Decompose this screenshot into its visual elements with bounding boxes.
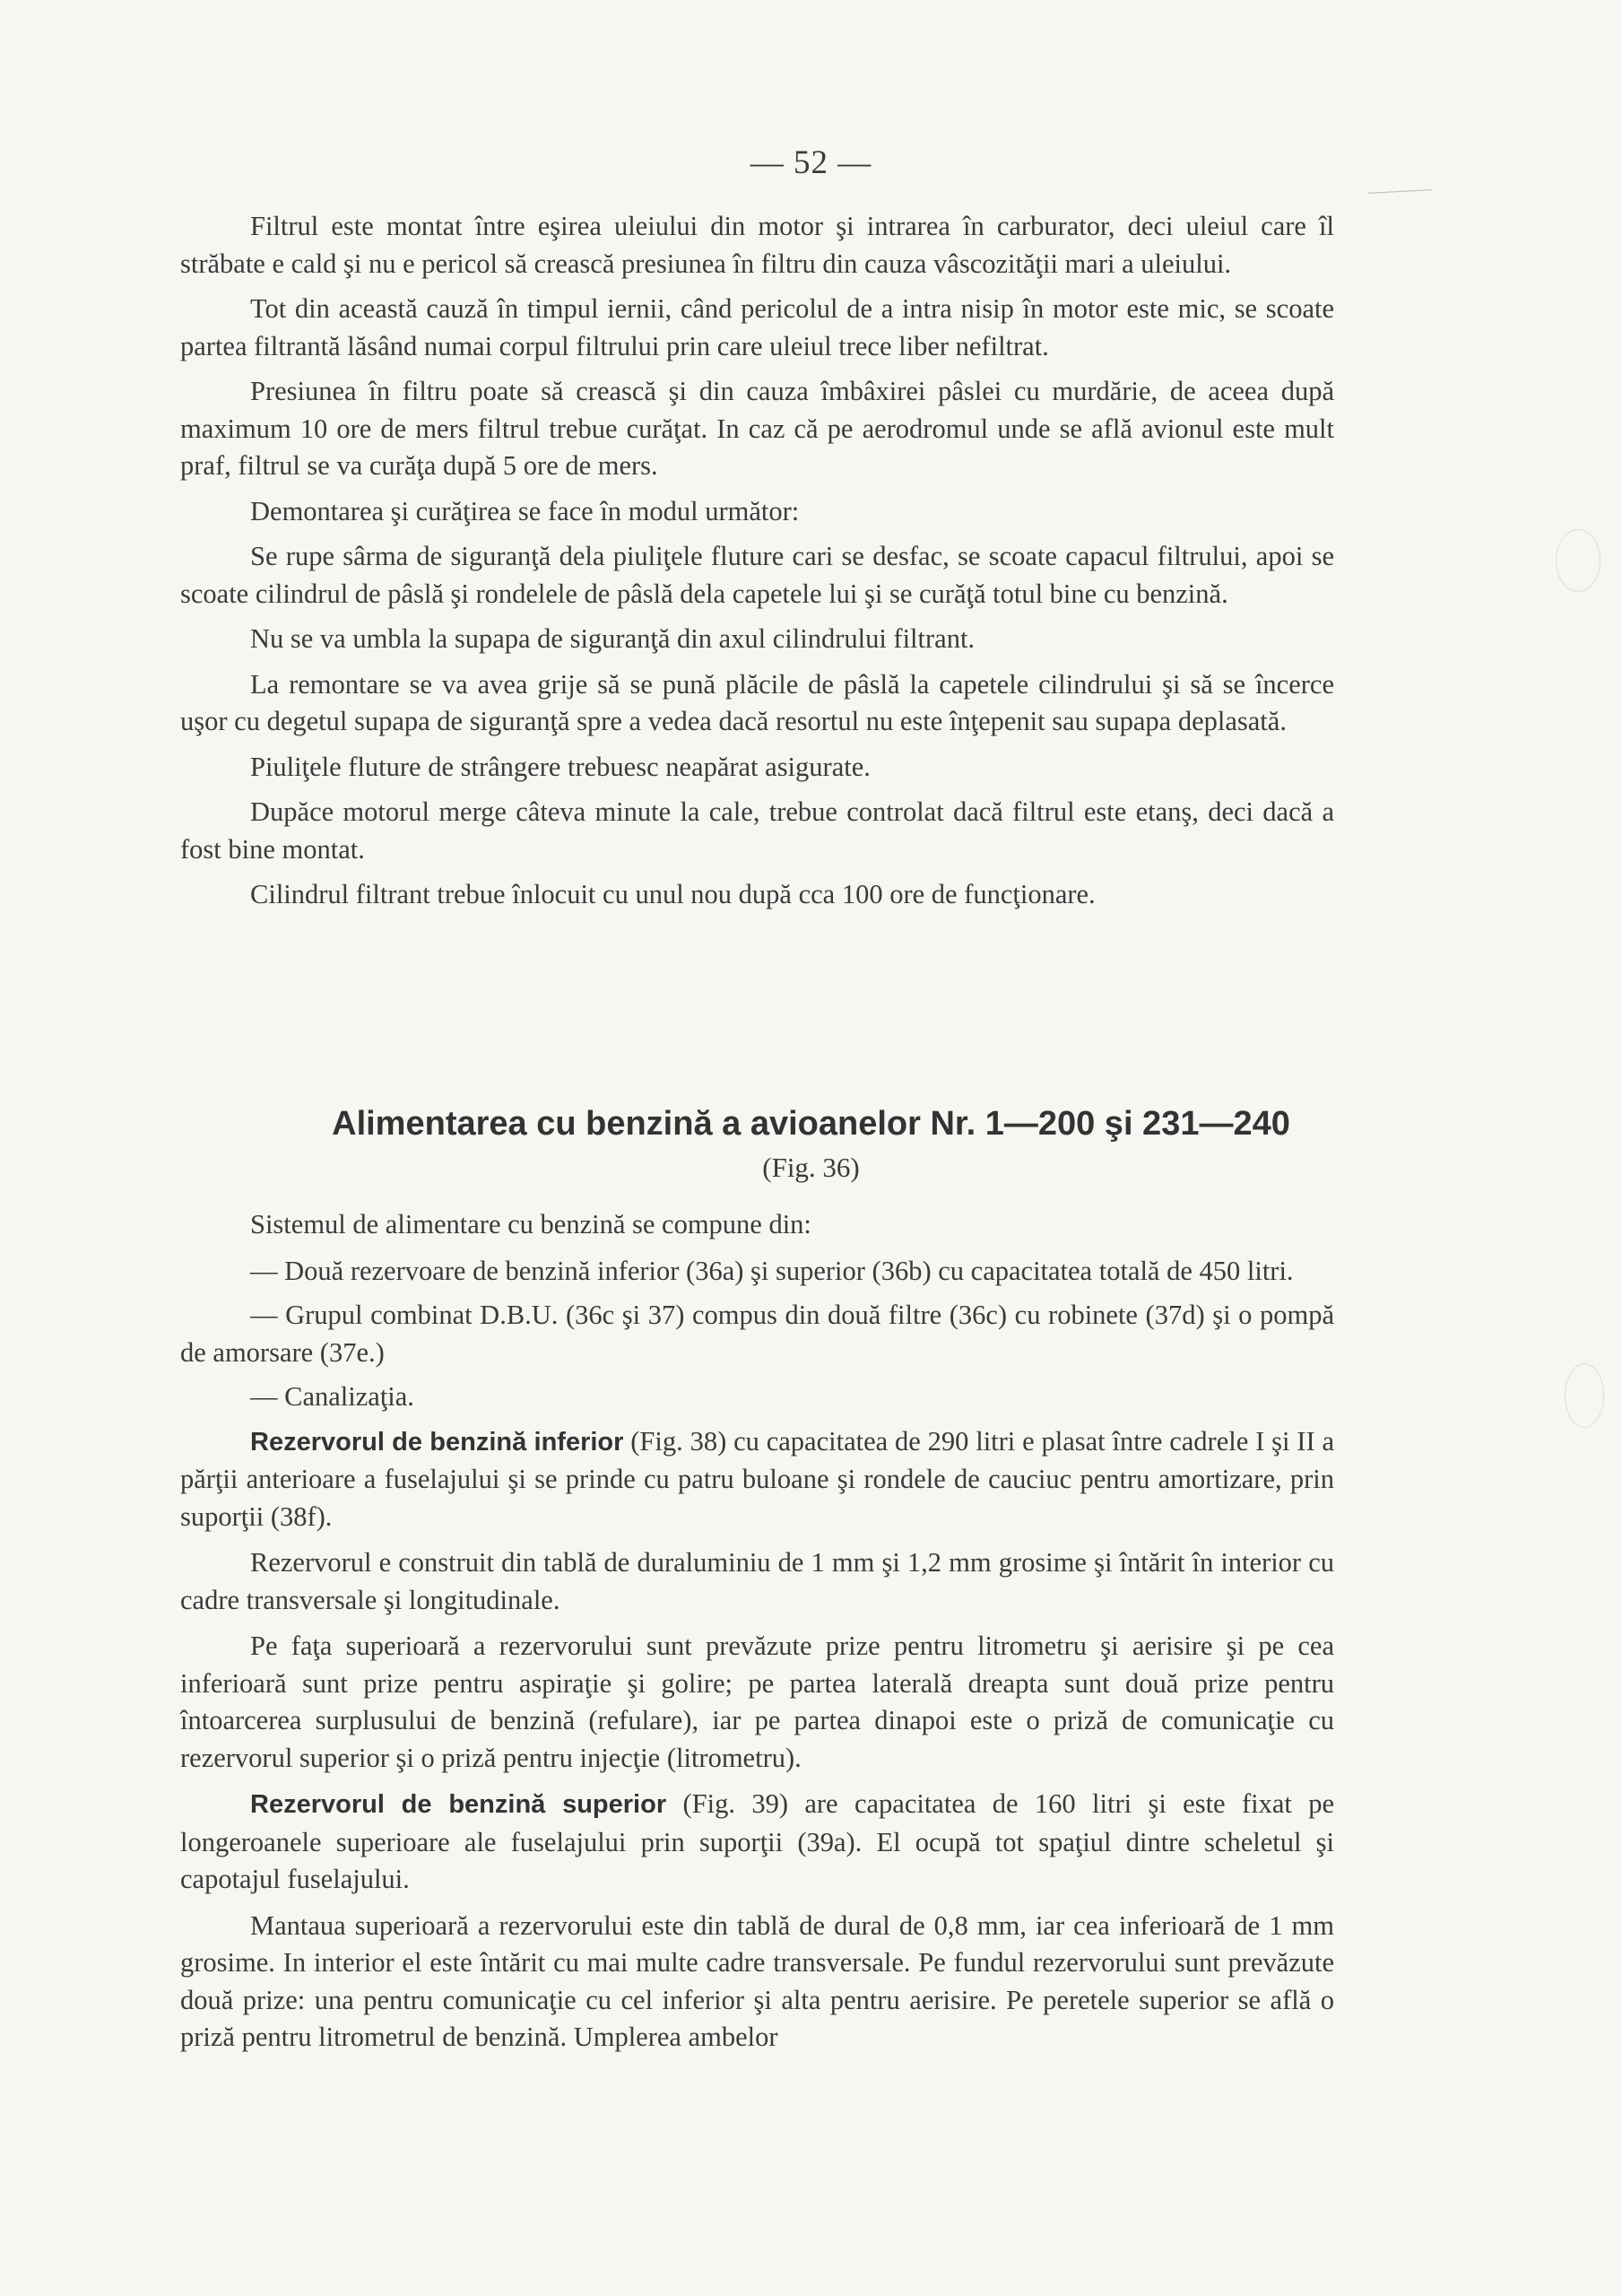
bold-term: Rezervorul de benzină inferior xyxy=(250,1427,624,1457)
paragraph: Demontarea şi curăţirea se face în modul următor: xyxy=(250,495,800,526)
paragraph: Tot din această cauză în timpul iernii, când pericolul de a intra nisip în motor este mic, se scoate partea filtrantă lăsând numai corpul filtrului prin care uleiul trece liber nefiltrat. xyxy=(180,293,1334,361)
paragraph: Presiunea în filtru poate să crească şi din cauza îmbâxirei pâslei cu murdărie, de aceea după maximum 10 ore de mers filtrul trebue curăţat. In caz că pe aerodromul unde se află avionul este mult praf, filtrul se va curăţa după 5 ore de mers. xyxy=(180,376,1334,481)
paragraph: Mantaua superioară a rezervorului este din tablă de dural de 0,8 mm, iar cea inferioară de 1 mm grosime. In interior el este întărit cu mai multe cadre transversale. Pe fundul rezervorului sunt prevăzute două prize: una pentru comunicaţie cu cel inferior şi alta pentru aerisire. Pe peretele superior se află o priză pentru litrometrul de benzină. Umplerea ambelor xyxy=(180,1909,1334,2052)
paragraph-text: (Fig. 39) are capacitatea de 160 litri şi este fixat pe longeroanele superioare ale fuselajului prin suporţii (39a). El ocupă tot spaţiul dintre scheletul şi capotajul fuselajului. xyxy=(180,1788,1334,1894)
section-heading: Alimentarea cu benzină a avioanelor Nr. 1—200 şi 231—240 xyxy=(332,1105,1290,1143)
paragraph: Pe faţa superioară a rezervorului sunt prevăzute prize pentru litrometru şi aerisire şi pe cea inferioară sunt prize pentru aspiraţie şi golire; pe partea laterală dreapta sunt două prize pentru întoarcerea surplusului de benzină (refulare), iar pe partea dinapoi este o priză de comunicaţie cu rezervorul superior şi o priză pentru injecţie (litrometru). xyxy=(180,1631,1334,1773)
section-fuel-system xyxy=(180,1206,1334,2066)
paragraph: Nu se va umbla la supapa de siguranţă din axul cilindrului filtrant. xyxy=(250,623,976,654)
paragraph: La remontare se va avea grije să se pună plăcile de pâslă la capetele cilindrului şi să se încerce uşor cu degetul supapa de siguranţă spre a vedea dacă resortul nu este înţepenit sau supapa deplasată. xyxy=(180,668,1334,736)
paragraph: Se rupe sârma de siguranţă dela piuliţele fluture cari se desfac, se scoate capacul filtrului, apoi se scoate cilindrul de pâslă şi rondelele de pâslă dela capetele lui şi se curăţă totul bine cu benzină. xyxy=(180,541,1334,609)
paragraph: Sistemul de alimentare cu benzină se compune din: xyxy=(250,1209,811,1239)
paragraph xyxy=(180,1423,1334,1536)
paragraph: Dupăce motorul merge câteva minute la cale, trebue controlat dacă filtrul este etanş, deci dacă a fost bine montat. xyxy=(180,796,1334,865)
paragraph-text: (Fig. 38) cu capacitatea de 290 litri e plasat între cadrele I şi II a părţii anterioare a fuselajului şi se prinde cu patru buloane şi rondele de cauciuc pentru amortizare, prin suporţii (38f). xyxy=(180,1425,1334,1532)
list-item: — Grupul combinat D.B.U. (36c şi 37) compus din două filtre (36c) cu robinete (37d) şi o pompă de amorsare (37e.) xyxy=(180,1300,1334,1368)
scan-mark-circle xyxy=(1556,529,1600,592)
page-number: — 52 — xyxy=(750,144,872,181)
paragraph xyxy=(180,1786,1334,1899)
scan-mark-circle xyxy=(1565,1363,1604,1428)
figure-reference: (Fig. 36) xyxy=(762,1152,860,1183)
section-oil-filter xyxy=(180,208,1334,922)
paragraph: Piuliţele fluture de strângere trebuesc neapărat asigurate. xyxy=(250,751,871,782)
scan-mark-stroke xyxy=(1367,189,1432,194)
paragraph: Rezervorul e construit din tablă de duraluminiu de 1 mm şi 1,2 mm grosime şi întărit în interior cu cadre transversale şi longitudinale. xyxy=(180,1547,1334,1615)
bold-term: Rezervorul de benzină superior xyxy=(250,1790,667,1819)
list-item: — Două rezervoare de benzină inferior (36a) şi superior (36b) cu capacitatea totală de 450 litri. xyxy=(250,1255,1294,1286)
list-item: — Canalizaţia. xyxy=(250,1381,414,1412)
paragraph: Cilindrul filtrant trebue înlocuit cu unul nou după cca 100 ore de funcţionare. xyxy=(250,879,1096,909)
paragraph: Filtrul este montat între eşirea uleiului din motor şi intrarea în carburator, deci uleiul care îl străbate e cald şi nu e pericol să crească presiunea în filtru din cauza vâscozităţii mari a uleiului. xyxy=(180,211,1334,279)
